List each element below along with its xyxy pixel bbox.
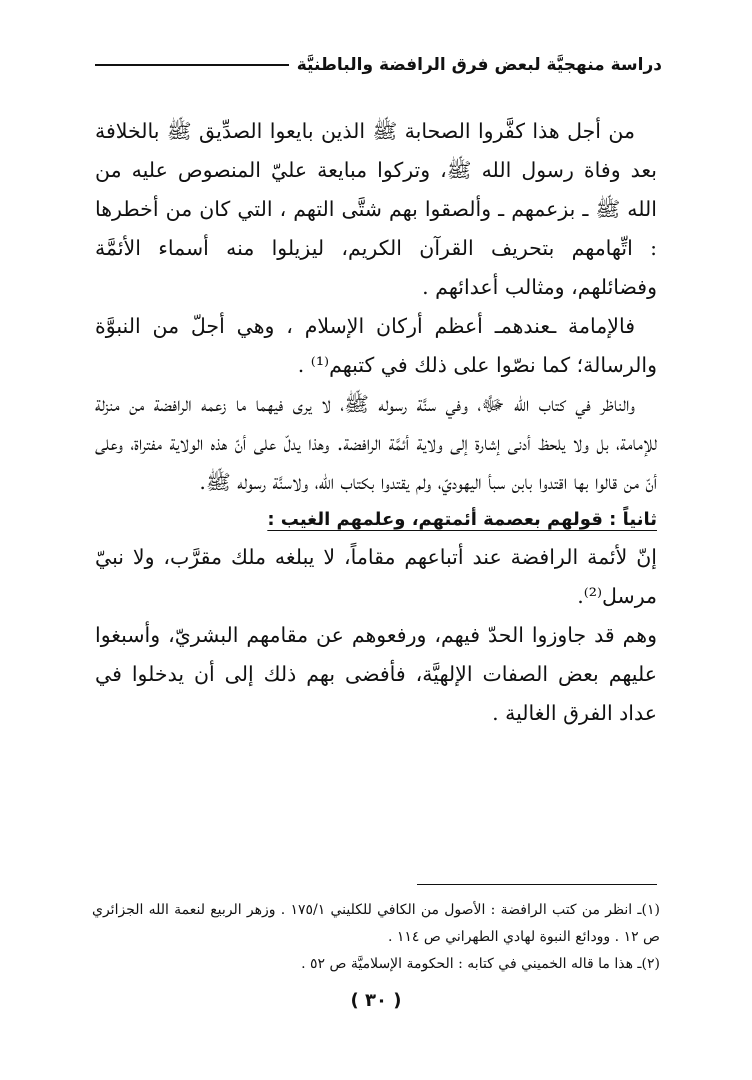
paragraph: من أجل هذا كفَّروا الصحابة ﷺ الذين بايعوا الصدِّيق ﷺ بالخلافة بعد وفاة رسول الله ﷺ، وتركوا مبايعة عليّ المنصوص عليه من الله ﷺ ـ بزعمهم ـ وألصقوا بهم شتَّى التهم ، التي كان من أخطرها : اتِّهامهم بتحريف القرآن الكريم، ليزيلوا منه أسماء الأئمَّة وفضائلهم، ومثالب أعدائهم . — [95, 119, 657, 299]
paragraph: وهم قد جاوزوا الحدّ فيهم، ورفعوهم عن مقامهم البشريّ، وأسبغوا عليهم بعض الصفات الإلهيَّة، فأفضى بهم ذلك إلى أن يدخلوا في عداد الفرق الغالية . — [95, 623, 657, 725]
running-header — [95, 48, 662, 82]
footnote: (١)ـ انظر من كتب الرافضة : الأصول من الكافي للكليني ١٧٥/١ . وزهر الربيع لنعمة الله الجزائري ص ١٢ . وودائع النبوة لهادي الطهراني ص ١١٤ . — [92, 902, 660, 945]
page-number: ( ٣٠ ) — [350, 990, 402, 1011]
footnotes — [92, 897, 660, 978]
main-text — [95, 112, 657, 733]
paragraph: والناظر في كتاب الله ﷻ، وفي سنَّة رسوله ﷺ، لا يرى فيهما ما زعمه الرافضة من منزلة للإمامة، بل ولا يلحظ أدنى إشارة إلى ولاية أئمَّة الرافضة. وهذا يدلّ على أنّ هذه الولاية مفتراة، وعلى أنّ من قالوا بها اقتدوا بابن سبأ اليهوديّ، ولم يقتدوا بكتاب الله، ولاسنَّة رسوله ﷺ. — [95, 392, 657, 494]
header-title: دراسة منهجيَّة لبعض فرق الرافضة والباطنيَّة — [296, 55, 662, 75]
section-heading: ثانياً : قولهم بعصمة أئمتهم، وعلمهم الغيب : — [267, 509, 657, 530]
footnote: (٢)ـ هذا ما قاله الخميني في كتابه : الحكومة الإسلاميَّة ص ٥٢ . — [301, 956, 660, 972]
header-rule — [95, 64, 289, 66]
paragraph: فالإمامة ـعندهمـ أعظم أركان الإسلام ، وهي أجلّ من النبوَّة والرسالة؛ كما نصّوا على ذلك في كتبهم⁽¹⁾ . — [95, 314, 657, 377]
paragraph: إنّ لأئمة الرافضة عند أتباعهم مقاماً، لا يبلغه ملك مقرَّب، ولا نبيّ مرسل⁽²⁾. — [95, 545, 657, 608]
footnote-separator — [417, 884, 657, 885]
